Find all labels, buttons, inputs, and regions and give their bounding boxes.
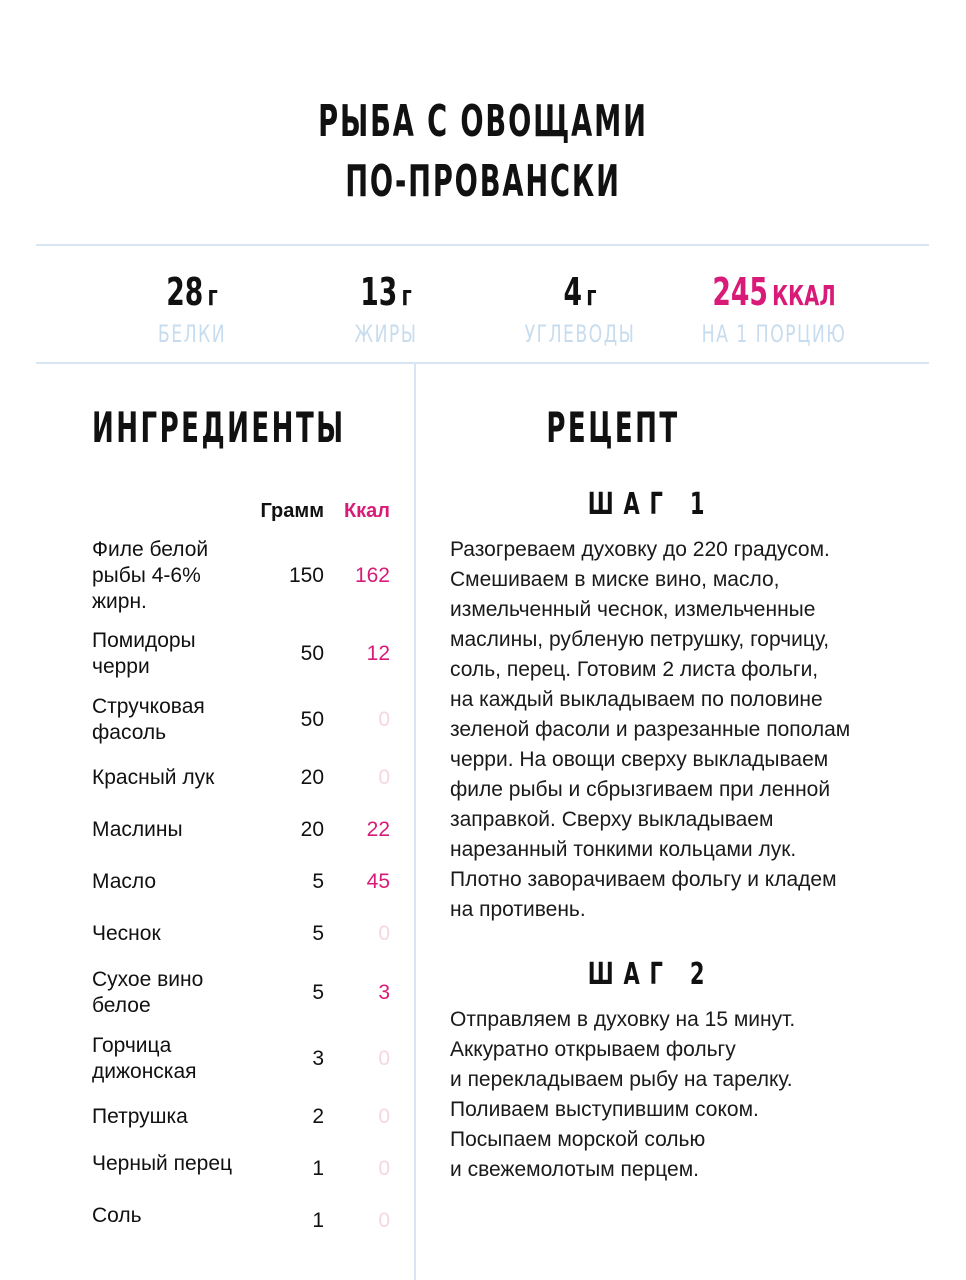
ingredient-kcal: 0 [378,708,390,731]
ingredient-name: Соль [92,1204,142,1227]
ingredient-name: Маслины [92,818,183,841]
macro-protein-label: БЕЛКИ [157,320,227,348]
ingredient-name: Стручковая фасоль [92,695,205,744]
step-1-text: Разогреваем духовку до 220 градусом. Смешиваем в миске вино, масло, измельченный чеснок, измельченные маслины, рубленую петрушку, горчицу, соль, перец. Готовим 2 листа фольги, на каждый выкладываем по половине зеленой фасоли и разрезанные пополам черри. На овощи сверху выкладываем филе рыбы и сбрызгиваем при ленной заправкой. Сверху выкладываем нарезанный тонкими кольцами лук. Плотно заворачиваем фольгу и кладем на противень. [450,538,851,921]
ingredient-kcal: 0 [378,1047,390,1070]
column-header-gram: Грамм [260,500,324,522]
recipe-title-line-2: ПО-ПРОВАНСКИ [345,156,621,207]
macro-protein-unit: г [207,279,218,312]
macro-protein [82,268,302,348]
ingredient-name: Черный перец [92,1152,233,1175]
ingredient-name: Филе белой рыбы 4-6% жирн. [92,538,209,613]
step-2-title: ШАГ 2 [587,957,715,992]
ingredient-gram: 3 [312,1047,324,1070]
macro-fat [276,268,496,348]
ingredient-gram: 50 [300,708,324,731]
ingredient-gram: 150 [288,564,324,587]
macro-calories-unit: ККАЛ [772,279,836,312]
ingredient-gram: 50 [300,642,324,665]
ingredient-kcal: 0 [378,922,390,945]
recipe-title [0,92,966,212]
ingredient-kcal: 0 [378,766,390,789]
column-divider [414,364,416,1280]
ingredient-gram: 5 [312,870,324,893]
ingredient-name: Красный лук [92,766,215,789]
ingredient-name: Петрушка [92,1105,188,1128]
ingredient-kcal: 0 [378,1209,390,1232]
recipe-title-line-1: РЫБА С ОВОЩАМИ [318,96,648,147]
top-divider [36,244,929,246]
ingredient-kcal: 162 [354,564,390,587]
ingredient-gram: 2 [312,1105,324,1128]
ingredient-kcal: 3 [378,981,390,1004]
macro-calories-value: 245 [712,270,768,314]
macro-carbs-label: УГЛЕВОДЫ [524,320,636,348]
macro-protein-value: 28 [166,270,204,314]
ingredient-kcal: 22 [366,818,390,841]
ingredient-gram: 20 [300,766,324,789]
step-2-text: Отправляем в духовку на 15 минут. Аккуратно открываем фольгу и перекладываем рыбу на тарелку. Поливаем выступившим соком. Посыпаем морской солью и свежемолотым перцем. [450,1008,796,1181]
ingredients-heading: ИНГРЕДИЕНТЫ [92,403,346,452]
ingredient-gram: 20 [300,818,324,841]
macro-carbs-value: 4 [563,270,583,314]
macro-fat-unit: г [401,279,412,312]
ingredient-kcal: 45 [366,870,390,893]
ingredient-name: Горчица дижонская [92,1034,197,1083]
macro-fat-label: ЖИРЫ [354,320,418,348]
macro-carbs-unit: г [586,279,597,312]
ingredient-name: Сухое вино белое [92,968,204,1017]
macro-fat-value: 13 [360,270,398,314]
ingredient-gram: 5 [312,981,324,1004]
ingredient-kcal: 0 [378,1105,390,1128]
ingredient-kcal: 12 [366,642,390,665]
macro-carbs [470,268,690,348]
ingredient-gram: 1 [312,1209,324,1232]
column-header-kcal: Ккал [343,500,390,522]
middle-divider [36,362,929,364]
ingredient-gram: 1 [312,1157,324,1180]
step-1-title: ШАГ 1 [587,487,715,522]
macro-calories-label: НА 1 ПОРЦИЮ [701,320,847,348]
macro-calories [664,268,884,348]
ingredient-name: Помидоры черри [92,629,196,678]
recipe-heading: РЕЦЕПТ [546,403,680,452]
ingredient-name: Чеснок [92,922,161,945]
ingredient-gram: 5 [312,922,324,945]
ingredient-name: Масло [92,870,157,893]
ingredient-kcal: 0 [378,1157,390,1180]
